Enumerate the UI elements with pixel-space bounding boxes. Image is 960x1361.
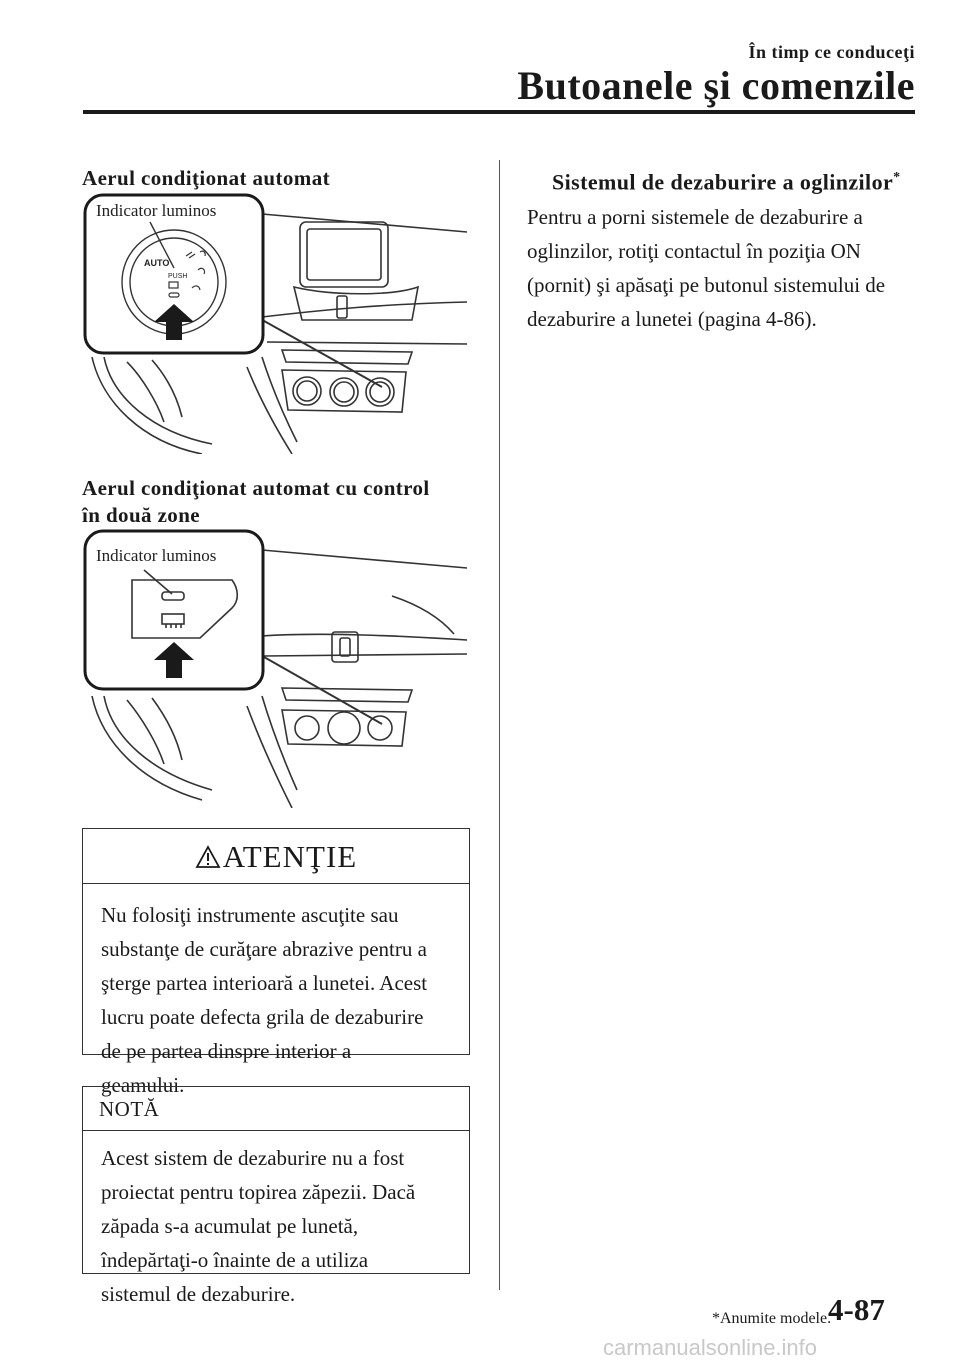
right-body-line: (pornit) şi apăsaţi pe butonul sistemului de (527, 273, 886, 297)
warning-line: şterge partea interioară a lunetei. Acest (101, 971, 428, 995)
figure2-callout: Indicator luminos (96, 546, 217, 565)
note-title: NOTĂ (83, 1087, 469, 1131)
right-section-heading (552, 162, 901, 198)
page-number: 4-87 (828, 1292, 885, 1327)
note-body (83, 1131, 469, 1323)
right-body (527, 200, 927, 336)
warning-triangle-icon (195, 845, 221, 869)
figure2-heading-line1: Aerul condiţionat automat cu control (82, 476, 430, 500)
right-body-line: Pentru a porni sistemele de dezaburire a (527, 205, 863, 229)
right-heading-text: Sistemul de dezaburire a oglinzilor (552, 169, 894, 195)
note-line: îndepărtaţi-o înainte de a utiliza (101, 1248, 369, 1272)
header-rule (83, 110, 915, 114)
figure1-illustration (82, 192, 472, 454)
right-body-line: dezaburire a lunetei (pagina 4-86). (527, 307, 817, 331)
heading-footnote-mark: * (893, 170, 901, 185)
footnote: *Anumite modele. (712, 1310, 832, 1327)
note-box (82, 1086, 470, 1306)
section-subtitle: În timp ce conduceţi (748, 42, 915, 62)
warning-line: geamului. (101, 1073, 185, 1097)
warning-box (82, 828, 470, 1097)
warning-body (83, 884, 469, 1114)
panel-push-label: PUSH (168, 273, 188, 280)
figure2-illustration (82, 528, 472, 808)
warning-title (83, 829, 469, 884)
right-body-line: oglinzilor, rotiţi contactul în poziţia ON (527, 239, 861, 263)
warning-line: de pe partea dinspre interior a (101, 1039, 352, 1063)
warning-line: substanţe de curăţare abrazive pentru a (101, 937, 427, 961)
note-line: zăpada s-a acumulat pe lunetă, (101, 1214, 359, 1238)
note-line: sistemul de dezaburire. (101, 1282, 296, 1306)
page-title: Butoanele şi comenzile (517, 63, 915, 108)
note-line: proiectat pentru topirea zăpezii. Dacă (101, 1180, 416, 1204)
warning-line: lucru poate defecta grila de dezaburire (101, 1005, 424, 1029)
figure1-callout: Indicator luminos (96, 201, 217, 220)
column-divider (499, 160, 500, 1290)
figure2-heading-line2: în două zone (82, 503, 200, 527)
watermark: carmanualsonline.info (603, 1335, 818, 1360)
warning-line: Nu folosiţi instrumente ascuţite sau (101, 903, 399, 927)
note-line: Acest sistem de dezaburire nu a fost (101, 1146, 405, 1170)
panel-auto-label: AUTO (144, 258, 170, 268)
warning-title-text: ATENŢIE (222, 839, 358, 874)
figure1-heading: Aerul condiţionat automat (82, 166, 330, 190)
